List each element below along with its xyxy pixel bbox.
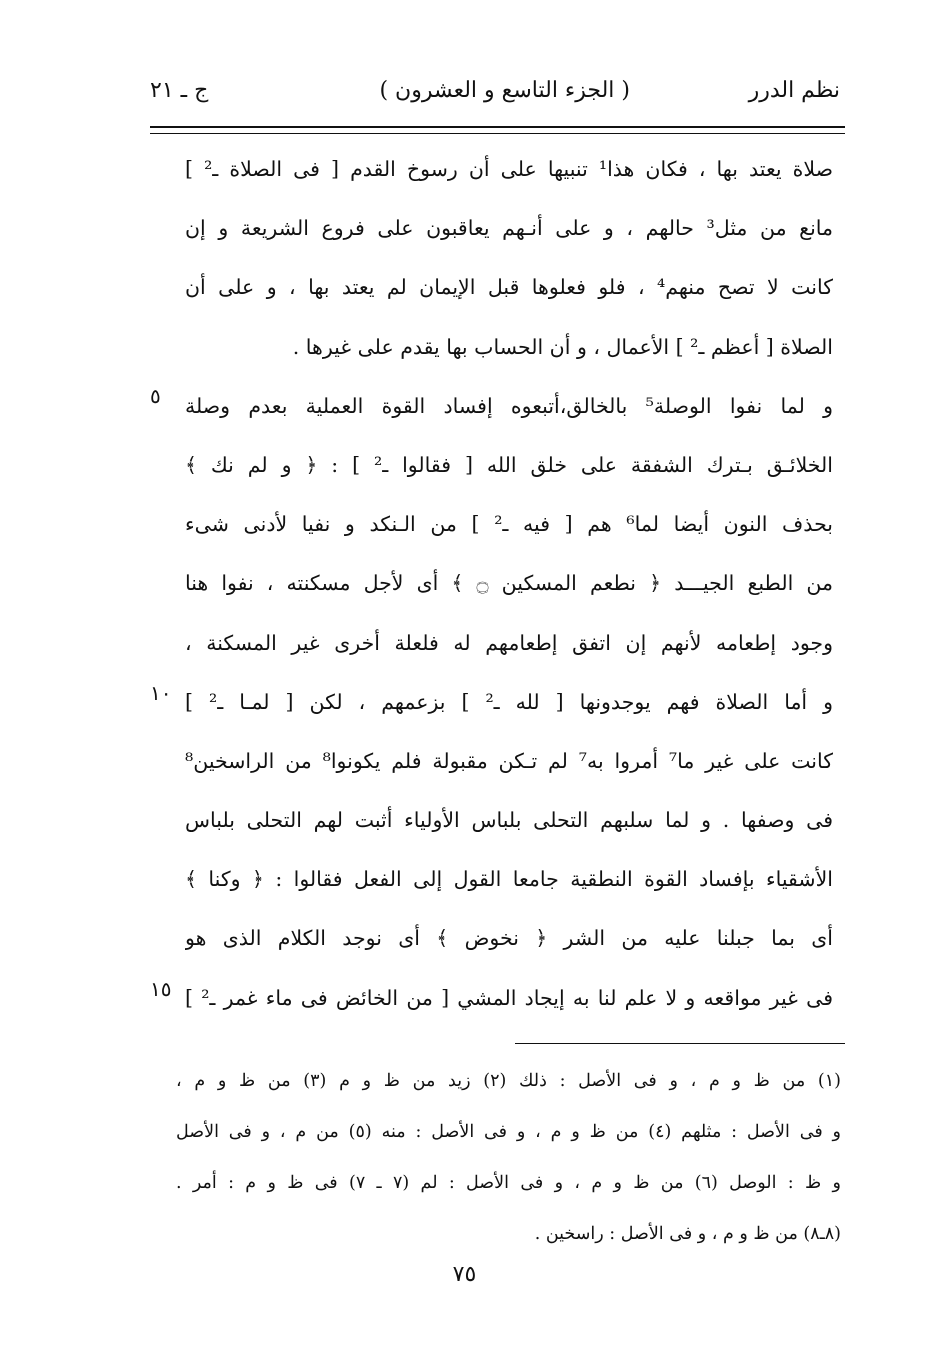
footnotes [176,1056,841,1260]
volume-label: ج ـ ٢١ [150,78,209,103]
text-line: مانع من مثل³ حالهم ، و على أنـهم يعاقبون على فروع الشريعة و إن [185,216,833,241]
page-number: ٧٥ [452,1262,477,1287]
text-line: الأشقياء بإفساد القوة النطقية جامعا القول إلى الفعل فقالوا : ﴿ وكنا ﴾ [185,867,833,892]
text-line: من الطبع الجيـــد ﴿ نطعم المسكين ۝ ﴾ أى لأجل مسكنته ، نفوا هنا [185,571,833,596]
text-line: بحذف النون أيضا لما⁶ هم [ فيه ـ² ] من الـنكد و نفيا لأدنى شىء [185,512,833,537]
text-line: فى وصفها . و لما سلبهم التحلى بلباس الأولياء أثبت لهم التحلى بلباس [185,808,833,833]
text-line: فى غير مواقعه و لا علم لنا به إيجاد المشي [ من الخائض فى ماء غمر ـ² ] [185,985,833,1010]
book-title: نظم الدرر [748,78,840,103]
text-line: كانت على غير ما⁷ أمروا به⁷ لم تـكن مقبولة فلم يكونوا⁸ من الراسخين⁸ [185,748,833,773]
part-title: ( الجزء التاسع و العشرون ) [379,78,630,103]
text-line: صلاة يعتد بها ، فكان هذا¹ تنبيها على أن رسوخ القدم [ فى الصلاة ـ² ] [185,157,833,181]
header-rule-thin [150,133,845,134]
main-text [185,140,833,1028]
text-line: الصلاة [ أعظم ـ² ] الأعمال ، و أن الحساب بها يقدم على غيرها . [292,334,833,359]
footnote-line: (٨ـ٨) من ظ و م ، و فى الأصل : راسخين . [534,1224,841,1244]
footnote-line: (١) من ظ و م ، و فى الأصل : ذلك (٢) زيد من ظ و م (٣) من ظ و م ، [176,1071,841,1091]
text-line: الخلائـق بـترك الشفقة على خلق الله [ فقالوا ـ² ] : ﴿ و لم نك ﴾ [185,452,833,477]
text-line: كانت لا تصح منهم⁴ ، فلو فعلوها قبل الإيمان لم يعتد بها ، و على أن [185,275,833,300]
text-line: و أما الصلاة فهم يوجدونها [ لله ـ² ] بزعمهم ، لكن [ لمـا ـ² ] [185,689,833,714]
line-number-5: ٥ [150,384,161,408]
text-line: أى بما جبلنا عليه من الشر ﴿ نخوض ﴾ أى نوجد الكلام الذى هو [185,926,833,951]
text-line: وجود إطعامه لأنهم إن اتفق إطعامهم له فلعلة أخرى غير المسكنة ، [185,630,833,655]
running-header [150,78,840,122]
line-number-15: ١٥ [150,977,172,1001]
footnote-line: و فى الأصل : مثلهم (٤) من ظ و م ، و فى الأصل : منه (٥) من م ، و فى الأصل [176,1122,841,1142]
header-rule [150,126,845,128]
footnote-line: و ظ : الوصل (٦) من ظ و م ، و فى الأصل : لم (٧ ـ ٧) فى ظ و م : أمر . [176,1173,841,1193]
line-number-10: ١٠ [150,681,172,705]
text-line: و لما نفوا الوصلة⁵ بالخالق،أتبعوه إفساد القوة العملية بعدم وصلة [185,393,833,418]
footnote-rule [515,1043,845,1044]
